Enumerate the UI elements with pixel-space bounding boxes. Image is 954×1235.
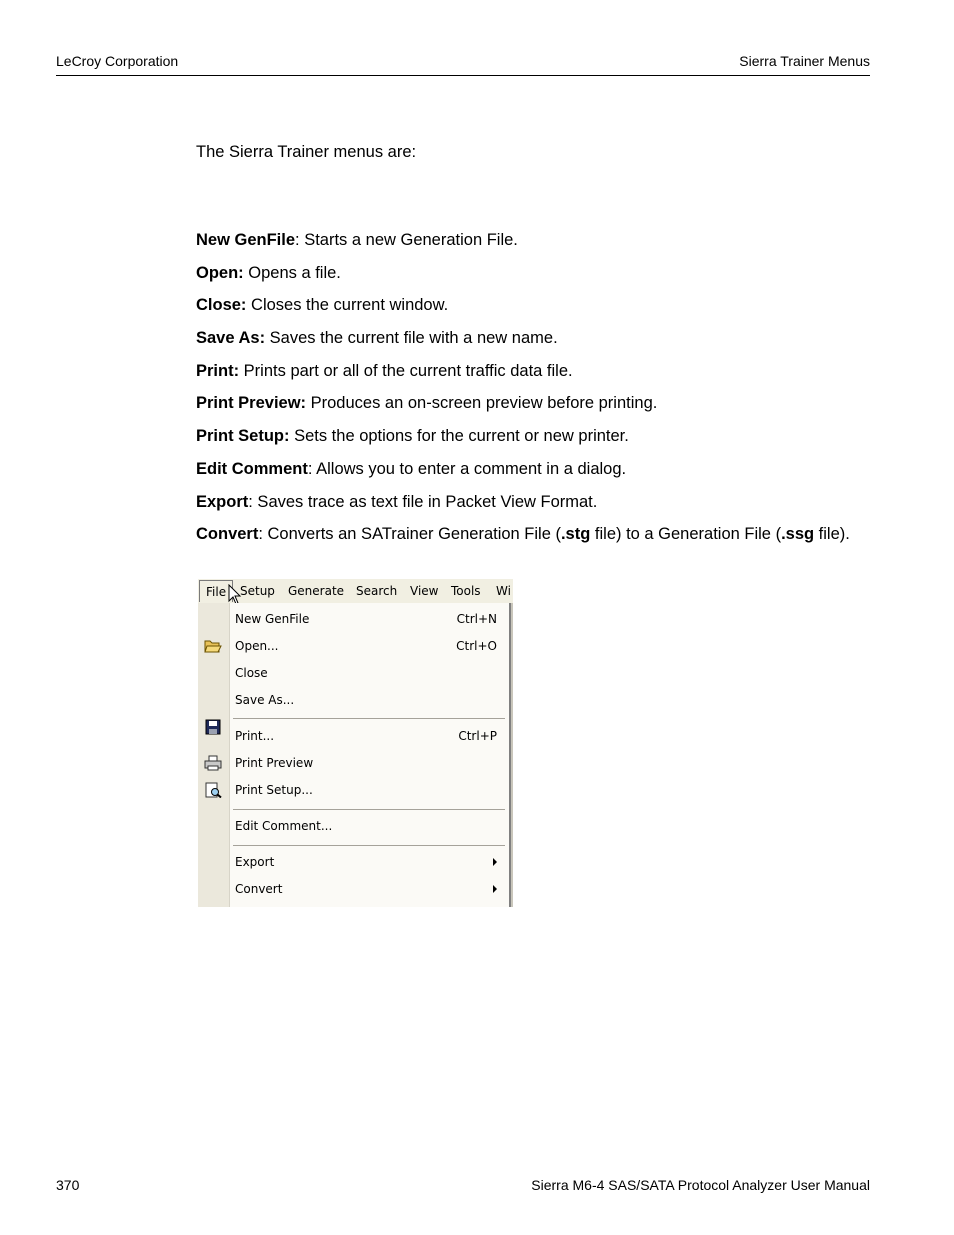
menu-separator xyxy=(233,718,505,719)
menu-item-close[interactable]: Close xyxy=(235,666,268,680)
menu-item-export[interactable]: Export xyxy=(235,852,497,872)
menu-item-print-setup[interactable]: Print Setup... xyxy=(235,783,313,797)
page-number: 370 xyxy=(56,1177,80,1193)
menu-view[interactable]: View xyxy=(410,584,439,598)
header-company: LeCroy Corporation xyxy=(56,53,179,69)
header-section: Sierra Trainer Menus xyxy=(739,53,870,69)
print-preview-icon xyxy=(204,782,222,798)
file-dropdown xyxy=(198,603,511,907)
desc-save-as: Save As: Saves the current file with a new name. xyxy=(196,329,558,348)
desc-edit-comment: Edit Comment: Allows you to enter a comment in a dialog. xyxy=(196,459,627,478)
menu-separator xyxy=(233,809,505,810)
footer-title: Sierra M6-4 SAS/SATA Protocol Analyzer User Manual xyxy=(531,1177,870,1193)
menu-item-save-as[interactable]: Save As... xyxy=(235,693,295,707)
menu-item-new-genfile[interactable]: New GenFile Ctrl+N xyxy=(235,612,497,626)
menu-descriptions xyxy=(196,229,896,556)
desc-print: Print: Prints part or all of the current traffic data file. xyxy=(196,361,573,380)
folder-open-icon xyxy=(204,638,222,654)
desc-print-setup: Print Setup: Sets the options for the current or new printer. xyxy=(196,427,629,446)
menu-window[interactable]: Wi xyxy=(496,584,511,598)
menu-separator xyxy=(233,845,505,846)
menu-item-open[interactable]: Open... Ctrl+O xyxy=(235,639,497,653)
desc-print-preview: Print Preview: Produces an on-screen preview before printing. xyxy=(196,394,658,413)
printer-icon xyxy=(204,755,222,771)
submenu-arrow-icon xyxy=(493,858,497,866)
desc-new-genfile: New GenFile: Starts a new Generation File. xyxy=(196,231,518,249)
desc-open: Open: Opens a file. xyxy=(196,263,341,282)
menu-setup[interactable]: Setup xyxy=(240,584,275,598)
menu-file[interactable]: File xyxy=(199,580,233,602)
file-menu-screenshot xyxy=(198,579,513,907)
desc-export: Export: Saves trace as text file in Packet View Format. xyxy=(196,492,598,511)
desc-close: Close: Closes the current window. xyxy=(196,296,449,315)
page-header xyxy=(56,53,870,76)
menu-bar xyxy=(198,579,513,603)
menu-tools[interactable]: Tools xyxy=(451,584,481,598)
menu-generate[interactable]: Generate xyxy=(288,584,345,598)
menu-item-print-preview[interactable]: Print Preview xyxy=(235,756,314,770)
menu-search[interactable]: Search xyxy=(356,584,398,598)
submenu-arrow-icon xyxy=(493,885,497,893)
intro-text: The Sierra Trainer menus are: xyxy=(196,143,417,161)
menu-item-convert[interactable]: Convert xyxy=(235,879,497,899)
desc-convert: Convert: Converts an SATrainer Generation File (.stg file) to a Generation File (.ssg file). xyxy=(196,525,850,544)
menu-item-print[interactable]: Print... Ctrl+P xyxy=(235,729,497,743)
menu-item-edit-comment[interactable]: Edit Comment... xyxy=(235,819,333,833)
save-icon xyxy=(204,719,222,735)
